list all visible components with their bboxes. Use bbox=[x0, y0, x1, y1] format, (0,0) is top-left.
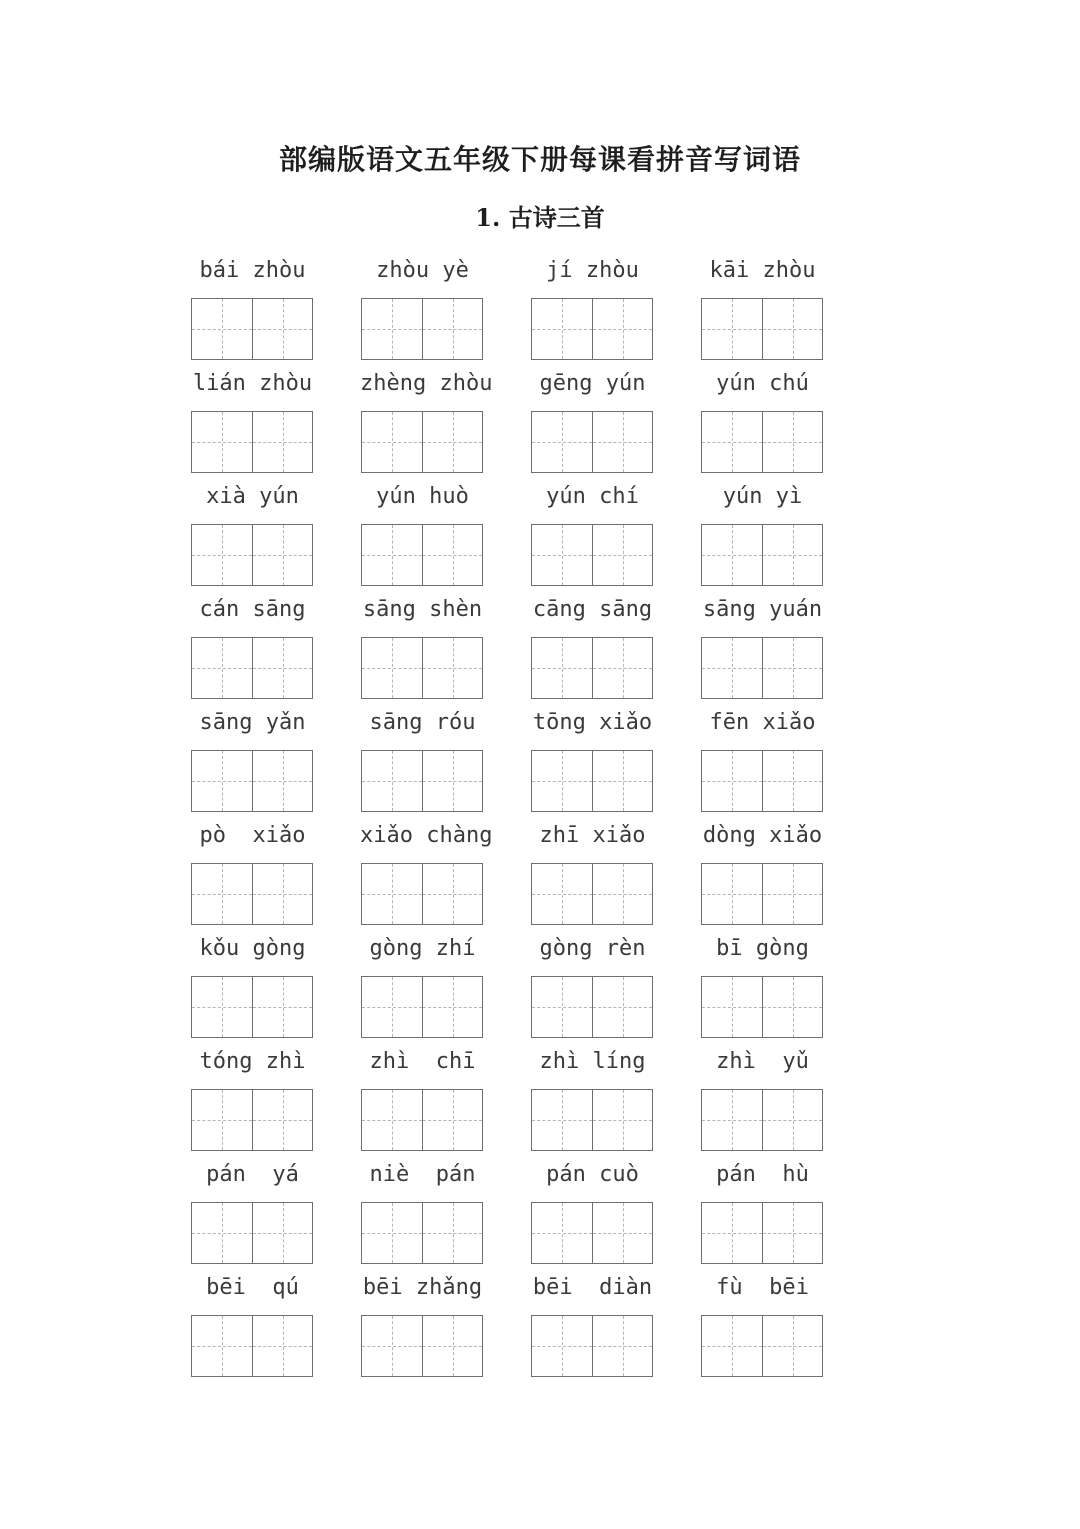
writing-boxes bbox=[361, 524, 483, 586]
character-box[interactable] bbox=[422, 638, 482, 698]
writing-boxes bbox=[531, 976, 653, 1038]
writing-boxes bbox=[361, 298, 483, 360]
word-item bbox=[530, 484, 700, 597]
lesson-title: 1. 古诗三首 bbox=[475, 203, 605, 232]
character-box[interactable] bbox=[592, 1203, 652, 1263]
character-box[interactable] bbox=[702, 864, 762, 924]
word-row bbox=[190, 1162, 870, 1275]
character-box[interactable] bbox=[762, 299, 822, 359]
pinyin-label: xià yún bbox=[206, 484, 299, 509]
word-row bbox=[190, 823, 870, 936]
character-box[interactable] bbox=[592, 1090, 652, 1150]
character-box[interactable] bbox=[702, 525, 762, 585]
character-box[interactable] bbox=[362, 977, 422, 1037]
writing-boxes bbox=[701, 750, 823, 812]
word-row bbox=[190, 1275, 870, 1388]
character-box[interactable] bbox=[762, 412, 822, 472]
pinyin-label: fù bēi bbox=[716, 1275, 809, 1300]
character-box[interactable] bbox=[532, 299, 592, 359]
word-item bbox=[360, 936, 530, 1049]
word-row bbox=[190, 1049, 870, 1162]
writing-boxes bbox=[361, 411, 483, 473]
word-row bbox=[190, 597, 870, 710]
word-item bbox=[190, 936, 360, 1049]
pinyin-label: yún huò bbox=[376, 484, 469, 509]
writing-boxes bbox=[701, 1315, 823, 1377]
pinyin-label: zhì chī bbox=[369, 1049, 476, 1074]
character-box[interactable] bbox=[192, 977, 252, 1037]
word-item bbox=[360, 371, 530, 484]
character-box[interactable] bbox=[252, 864, 312, 924]
character-box[interactable] bbox=[532, 412, 592, 472]
pinyin-label: zhì yǔ bbox=[716, 1049, 809, 1074]
word-item bbox=[530, 597, 700, 710]
writing-boxes bbox=[531, 411, 653, 473]
pinyin-label: jí zhòu bbox=[546, 258, 639, 283]
word-item bbox=[530, 258, 700, 371]
character-box[interactable] bbox=[702, 1203, 762, 1263]
word-item bbox=[700, 1162, 870, 1275]
pinyin-label: pò xiǎo bbox=[199, 823, 306, 848]
character-box[interactable] bbox=[422, 299, 482, 359]
pinyin-label: gēng yún bbox=[539, 371, 646, 396]
writing-boxes bbox=[191, 1202, 313, 1264]
word-item bbox=[700, 1275, 870, 1388]
character-box[interactable] bbox=[252, 1316, 312, 1376]
character-box[interactable] bbox=[532, 977, 592, 1037]
character-box[interactable] bbox=[362, 864, 422, 924]
word-item bbox=[190, 371, 360, 484]
character-box[interactable] bbox=[252, 638, 312, 698]
pinyin-label: zhèng zhòu bbox=[360, 371, 493, 396]
writing-boxes bbox=[191, 298, 313, 360]
word-item bbox=[360, 1162, 530, 1275]
character-box[interactable] bbox=[192, 1090, 252, 1150]
character-box[interactable] bbox=[422, 751, 482, 811]
pinyin-label: cāng sāng bbox=[532, 597, 653, 622]
character-box[interactable] bbox=[422, 864, 482, 924]
word-row bbox=[190, 936, 870, 1049]
word-item bbox=[530, 1049, 700, 1162]
pinyin-label: kǒu gòng bbox=[199, 936, 306, 961]
word-item bbox=[360, 1275, 530, 1388]
word-item bbox=[700, 823, 870, 936]
word-item bbox=[700, 936, 870, 1049]
pinyin-label: sāng shèn bbox=[362, 597, 483, 622]
pinyin-label: bēi diàn bbox=[532, 1275, 653, 1300]
word-item bbox=[190, 710, 360, 823]
writing-boxes bbox=[531, 637, 653, 699]
character-box[interactable] bbox=[422, 1316, 482, 1376]
writing-boxes bbox=[361, 863, 483, 925]
character-box[interactable] bbox=[422, 1090, 482, 1150]
writing-boxes bbox=[361, 1315, 483, 1377]
word-item bbox=[360, 484, 530, 597]
writing-boxes bbox=[531, 1202, 653, 1264]
writing-boxes bbox=[191, 1315, 313, 1377]
character-box[interactable] bbox=[592, 638, 652, 698]
writing-boxes bbox=[701, 976, 823, 1038]
character-box[interactable] bbox=[192, 638, 252, 698]
character-box[interactable] bbox=[252, 977, 312, 1037]
writing-boxes bbox=[191, 637, 313, 699]
writing-boxes bbox=[361, 1202, 483, 1264]
pinyin-label: tōng xiǎo bbox=[532, 710, 653, 735]
word-row bbox=[190, 484, 870, 597]
writing-boxes bbox=[191, 411, 313, 473]
word-row bbox=[190, 258, 870, 371]
pinyin-label: niè pán bbox=[369, 1162, 476, 1187]
word-item bbox=[700, 484, 870, 597]
writing-boxes bbox=[701, 1202, 823, 1264]
pinyin-label: sāng róu bbox=[369, 710, 476, 735]
character-box[interactable] bbox=[252, 299, 312, 359]
character-box[interactable] bbox=[762, 864, 822, 924]
word-item bbox=[190, 484, 360, 597]
word-item bbox=[360, 258, 530, 371]
word-item bbox=[530, 1162, 700, 1275]
word-item bbox=[360, 823, 530, 936]
pinyin-label: gòng rèn bbox=[539, 936, 646, 961]
word-item bbox=[700, 597, 870, 710]
pinyin-label: dòng xiǎo bbox=[702, 823, 823, 848]
character-box[interactable] bbox=[362, 525, 422, 585]
word-item bbox=[700, 371, 870, 484]
pinyin-label: cán sāng bbox=[199, 597, 306, 622]
word-item bbox=[190, 258, 360, 371]
character-box[interactable] bbox=[592, 1316, 652, 1376]
character-box[interactable] bbox=[362, 1090, 422, 1150]
word-item bbox=[700, 258, 870, 371]
character-box[interactable] bbox=[702, 1316, 762, 1376]
character-box[interactable] bbox=[592, 977, 652, 1037]
pinyin-label: fēn xiǎo bbox=[709, 710, 816, 735]
character-box[interactable] bbox=[532, 638, 592, 698]
character-box[interactable] bbox=[762, 1090, 822, 1150]
pinyin-label: yún chí bbox=[546, 484, 639, 509]
character-box[interactable] bbox=[702, 638, 762, 698]
character-box[interactable] bbox=[592, 525, 652, 585]
character-box[interactable] bbox=[702, 412, 762, 472]
character-box[interactable] bbox=[362, 638, 422, 698]
word-item bbox=[700, 1049, 870, 1162]
writing-boxes bbox=[191, 863, 313, 925]
character-box[interactable] bbox=[252, 1203, 312, 1263]
writing-boxes bbox=[531, 524, 653, 586]
writing-boxes bbox=[191, 524, 313, 586]
writing-boxes bbox=[701, 637, 823, 699]
word-item bbox=[530, 936, 700, 1049]
pinyin-label: bī gòng bbox=[716, 936, 809, 961]
character-box[interactable] bbox=[362, 299, 422, 359]
character-box[interactable] bbox=[762, 1316, 822, 1376]
pinyin-label: zhì líng bbox=[539, 1049, 646, 1074]
pinyin-label: kāi zhòu bbox=[709, 258, 816, 283]
character-box[interactable] bbox=[702, 751, 762, 811]
word-item bbox=[360, 1049, 530, 1162]
character-box[interactable] bbox=[362, 1316, 422, 1376]
writing-boxes bbox=[191, 750, 313, 812]
character-box[interactable] bbox=[192, 1316, 252, 1376]
character-box[interactable] bbox=[192, 299, 252, 359]
character-box[interactable] bbox=[702, 299, 762, 359]
writing-boxes bbox=[701, 298, 823, 360]
writing-boxes bbox=[191, 976, 313, 1038]
character-box[interactable] bbox=[252, 412, 312, 472]
character-box[interactable] bbox=[762, 751, 822, 811]
writing-boxes bbox=[531, 298, 653, 360]
word-item bbox=[360, 597, 530, 710]
character-box[interactable] bbox=[532, 1090, 592, 1150]
pinyin-label: pán cuò bbox=[546, 1162, 639, 1187]
writing-boxes bbox=[361, 637, 483, 699]
character-box[interactable] bbox=[362, 412, 422, 472]
character-box[interactable] bbox=[532, 751, 592, 811]
writing-boxes bbox=[701, 411, 823, 473]
word-item bbox=[190, 823, 360, 936]
character-box[interactable] bbox=[192, 864, 252, 924]
pinyin-label: zhī xiǎo bbox=[539, 823, 646, 848]
character-box[interactable] bbox=[762, 525, 822, 585]
word-item bbox=[530, 823, 700, 936]
word-item bbox=[700, 710, 870, 823]
word-grid bbox=[190, 258, 870, 1388]
character-box[interactable] bbox=[252, 1090, 312, 1150]
character-box[interactable] bbox=[362, 1203, 422, 1263]
writing-boxes bbox=[701, 1089, 823, 1151]
character-box[interactable] bbox=[592, 299, 652, 359]
pinyin-label: pán hù bbox=[716, 1162, 809, 1187]
character-box[interactable] bbox=[762, 977, 822, 1037]
word-row bbox=[190, 710, 870, 823]
pinyin-label: bái zhòu bbox=[199, 258, 306, 283]
writing-boxes bbox=[361, 750, 483, 812]
pinyin-label: sāng yuán bbox=[702, 597, 823, 622]
writing-boxes bbox=[361, 976, 483, 1038]
character-box[interactable] bbox=[192, 751, 252, 811]
writing-boxes bbox=[701, 524, 823, 586]
character-box[interactable] bbox=[592, 751, 652, 811]
character-box[interactable] bbox=[362, 751, 422, 811]
pinyin-label: sāng yǎn bbox=[199, 710, 306, 735]
pinyin-label: zhòu yè bbox=[376, 258, 469, 283]
character-box[interactable] bbox=[762, 638, 822, 698]
character-box[interactable] bbox=[702, 1090, 762, 1150]
character-box[interactable] bbox=[762, 1203, 822, 1263]
character-box[interactable] bbox=[702, 977, 762, 1037]
word-item bbox=[530, 710, 700, 823]
character-box[interactable] bbox=[192, 525, 252, 585]
character-box[interactable] bbox=[252, 525, 312, 585]
character-box[interactable] bbox=[252, 751, 312, 811]
pinyin-label: bēi qú bbox=[206, 1275, 299, 1300]
character-box[interactable] bbox=[592, 864, 652, 924]
character-box[interactable] bbox=[532, 864, 592, 924]
writing-boxes bbox=[531, 1089, 653, 1151]
pinyin-label: lián zhòu bbox=[192, 371, 313, 396]
character-box[interactable] bbox=[422, 525, 482, 585]
page-title: 部编版语文五年级下册每课看拼音写词语 bbox=[278, 143, 801, 176]
pinyin-label: yún chú bbox=[716, 371, 809, 396]
writing-boxes bbox=[531, 863, 653, 925]
writing-boxes bbox=[531, 750, 653, 812]
word-item bbox=[530, 371, 700, 484]
character-box[interactable] bbox=[532, 1203, 592, 1263]
word-item bbox=[190, 1162, 360, 1275]
character-box[interactable] bbox=[422, 1203, 482, 1263]
pinyin-label: tóng zhì bbox=[199, 1049, 306, 1074]
pinyin-label: xiǎo chàng bbox=[360, 823, 493, 848]
character-box[interactable] bbox=[592, 412, 652, 472]
pinyin-label: yún yì bbox=[722, 484, 803, 509]
character-box[interactable] bbox=[422, 412, 482, 472]
word-item bbox=[530, 1275, 700, 1388]
character-box[interactable] bbox=[532, 1316, 592, 1376]
pinyin-label: gòng zhí bbox=[369, 936, 476, 961]
word-item bbox=[190, 1275, 360, 1388]
writing-boxes bbox=[531, 1315, 653, 1377]
character-box[interactable] bbox=[192, 412, 252, 472]
word-item bbox=[360, 710, 530, 823]
pinyin-label: pán yá bbox=[206, 1162, 299, 1187]
word-row bbox=[190, 371, 870, 484]
writing-boxes bbox=[701, 863, 823, 925]
writing-boxes bbox=[191, 1089, 313, 1151]
character-box[interactable] bbox=[422, 977, 482, 1037]
character-box[interactable] bbox=[532, 525, 592, 585]
word-item bbox=[190, 1049, 360, 1162]
pinyin-label: bēi zhǎng bbox=[362, 1275, 483, 1300]
word-item bbox=[190, 597, 360, 710]
character-box[interactable] bbox=[192, 1203, 252, 1263]
writing-boxes bbox=[361, 1089, 483, 1151]
